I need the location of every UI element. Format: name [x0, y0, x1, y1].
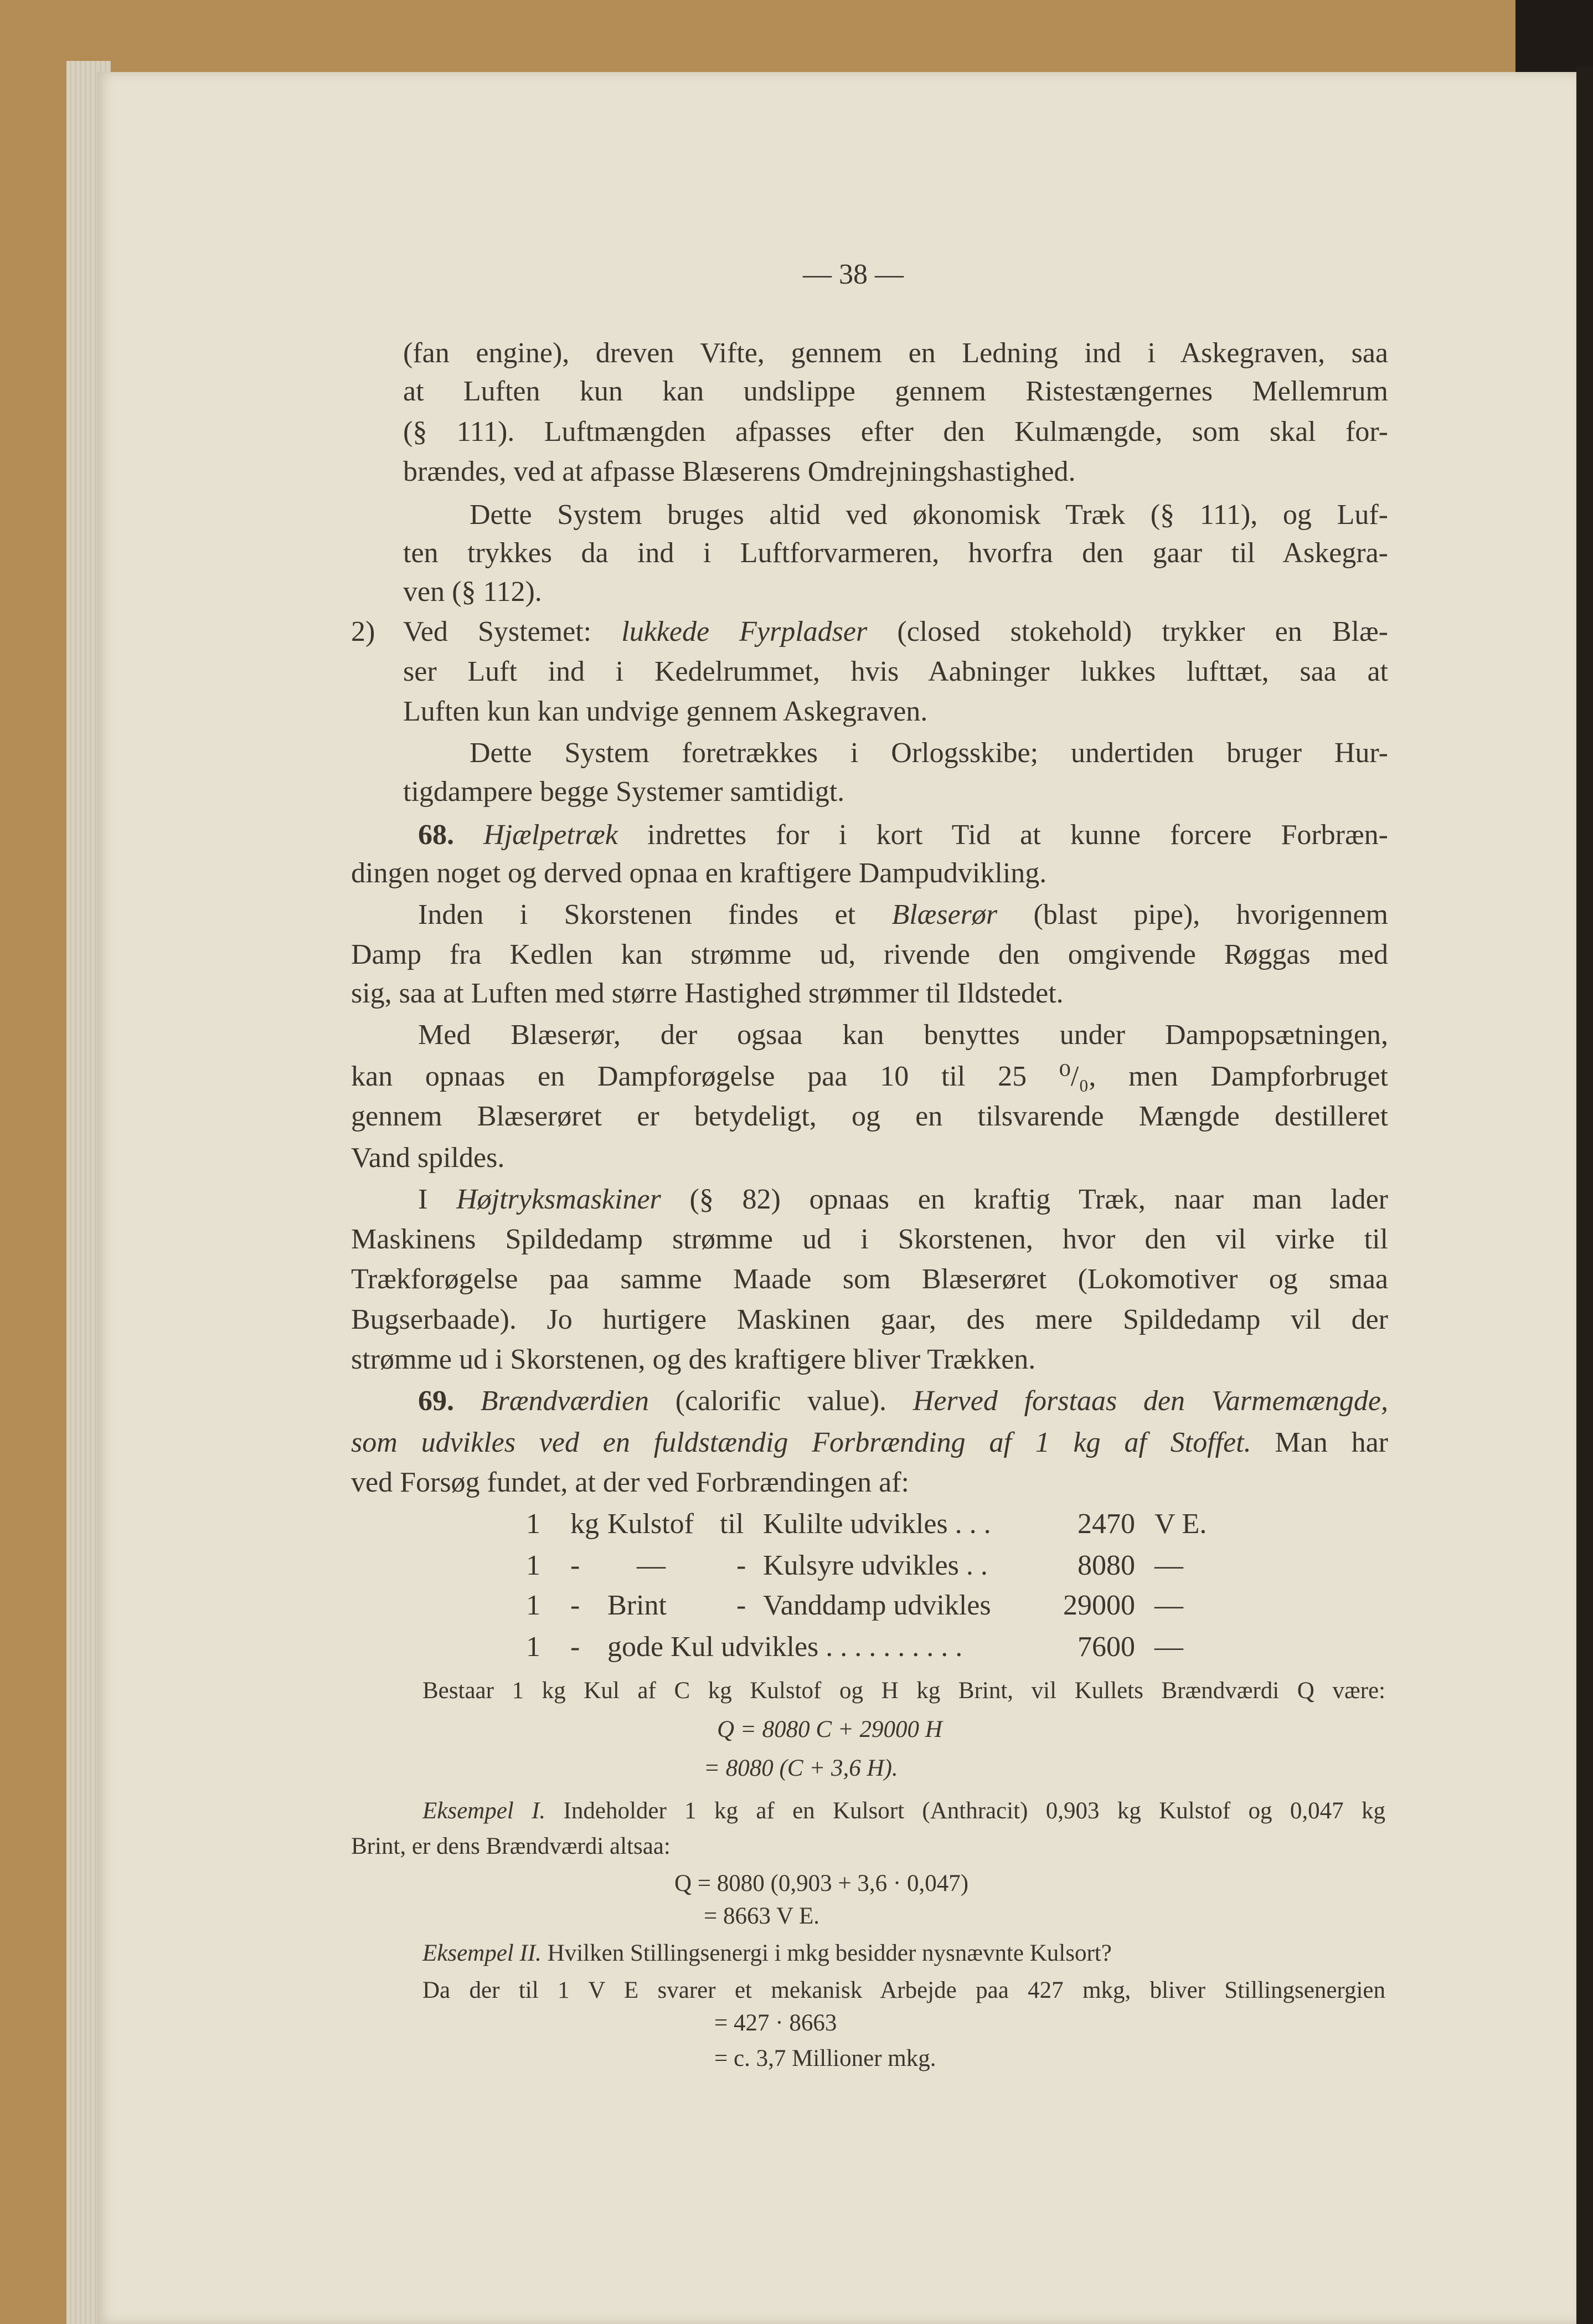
text-line: Brint, er dens Brændværdi altsaa: [351, 1833, 671, 1859]
text-line: Dette System bruges altid ved økonomisk Træk (§ 111), og Luf- [470, 499, 1388, 531]
substance: Brint [607, 1590, 667, 1621]
text-line: dingen noget og derved opnaa en kraftigere Dampudvikling. [351, 857, 1047, 889]
text-line: brændes, ved at afpasse Blæserens Omdrejningshastighed. [403, 456, 1076, 487]
value-unit: — [1154, 1550, 1183, 1581]
value: 29000 [1063, 1590, 1135, 1621]
qty: 1 [526, 1550, 540, 1581]
background-shadow [1515, 0, 1593, 78]
text: I [418, 1184, 457, 1215]
unit: kg [570, 1508, 599, 1540]
text-line: Vand spildes. [351, 1142, 505, 1174]
text-line: Luften kun kan undvige gennem Askegraven. [403, 696, 928, 727]
text-line: ved Forsøg fundet, at der ved Forbrændingen af: [351, 1467, 910, 1498]
text: (blast pipe), hvorigennem [997, 899, 1389, 930]
text-line: strømme ud i Skorstenen, og des kraftigere bliver Trækken. [351, 1344, 1036, 1375]
text-line: at Luften kun kan undslippe gennem Ristestængernes Mellemrum [403, 376, 1388, 407]
text: (calorific value). [649, 1385, 913, 1417]
definition: Herved forstaas den Varmemængde, [913, 1385, 1388, 1417]
emphasis: lukkede Fyrpladser [621, 616, 868, 647]
text: Inden i Skorstenen findes et [418, 899, 892, 930]
text: Ved Systemet: [403, 616, 622, 647]
unit: - [570, 1550, 580, 1581]
text-line: Bugserbaade). Jo hurtigere Maskinen gaar, des mere Spildedamp vil der [351, 1304, 1388, 1335]
text-line [351, 1422, 1388, 1463]
text-line: Maskinens Spildedamp strømme ud i Skorstenen, hvor den vil virke til [351, 1223, 1388, 1255]
page-number: — 38 — [803, 259, 904, 290]
text-line: (§ 111). Luftmængden afpasses efter den Kulmængde, som skal for- [403, 416, 1388, 448]
section-number: 68. [418, 819, 454, 851]
unit: - [570, 1631, 580, 1663]
text-line [418, 894, 1388, 935]
text-line: Damp fra Kedlen kan strømme ud, rivende den omgivende Røggas med [351, 939, 1388, 970]
term: Brændværdien [480, 1385, 649, 1417]
text: Hvilken Stillingsenergi i mkg besidder nysnævnte Kulsort? [541, 1940, 1112, 1966]
text-line: Med Blæserør, der ogsaa kan benyttes under Dampopsætningen, [418, 1019, 1388, 1051]
qty: 1 [526, 1508, 540, 1540]
text: Indeholder 1 kg af en Kulsort (Anthracit) 0,903 kg Kulstof og 0,047 kg [545, 1798, 1385, 1824]
example-1 [422, 1795, 1385, 1828]
value: 7600 [1078, 1631, 1135, 1663]
text-line: (fan engine), dreven Vifte, gennem en Ledning ind i Askegraven, saa [403, 337, 1388, 369]
formula-line: = 427 · 8663 [714, 2010, 837, 2036]
text-line: ser Luft ind i Kedelrummet, hvis Aabninger lukkes lufttæt, saa at [403, 656, 1388, 687]
text-line: Da der til 1 V E svarer et mekanisk Arbejde paa 427 mkg, bliver Stillingsenergien [422, 1977, 1385, 2003]
separator: - [736, 1590, 746, 1621]
section-68 [418, 815, 1388, 855]
formula-intro: Bestaar 1 kg Kul af C kg Kulstof og H kg Brint, vil Kullets Brændværdi Q være: [422, 1678, 1385, 1704]
formula-line: = c. 3,7 Millioner mkg. [714, 2045, 936, 2071]
substance: — [637, 1550, 666, 1581]
text-line: ven (§ 112). [403, 576, 542, 608]
section-number: 69. [418, 1385, 454, 1417]
text-line: gennem Blæserøret er betydeligt, og en tilsvarende Mængde destilleret [351, 1101, 1388, 1132]
term: Højtryksmaskiner [456, 1184, 661, 1215]
text-line: sig, saa at Luften med større Hastighed strømmer til Ildstedet. [351, 978, 1064, 1009]
substance: Kulstof [607, 1508, 694, 1540]
text-line: Trækforøgelse paa samme Maade som Blæserøret (Lokomotiver og smaa [351, 1263, 1388, 1295]
text: indrettes for i kort Tid at kunne forcere Forbræn- [617, 819, 1388, 851]
text-line [403, 611, 1388, 652]
formula-line: = 8663 V E. [704, 1903, 820, 1929]
value-unit: — [1154, 1631, 1183, 1663]
text-line [418, 1179, 1388, 1220]
text: (closed stokehold) trykker en Blæ- [867, 616, 1388, 647]
text: (§ 82) opnaas en kraftig Træk, naar man lader [661, 1184, 1389, 1215]
section-69 [418, 1381, 1388, 1421]
value: 2470 [1078, 1508, 1135, 1540]
text-line: Dette System foretrækkes i Orlogsskibe; undertiden bruger Hur- [470, 737, 1388, 769]
product: Vanddamp udvikles [763, 1590, 991, 1621]
text-line: tigdampere begge Systemer samtidigt. [403, 776, 845, 808]
value: 8080 [1078, 1550, 1135, 1581]
example-label: Eksempel I. [422, 1798, 546, 1824]
example-label: Eksempel II. [422, 1940, 542, 1966]
qty: 1 [526, 1590, 540, 1621]
qty: 1 [526, 1631, 540, 1663]
term: Hjælpetræk [483, 819, 618, 851]
term: Blæserør [891, 899, 998, 930]
unit: - [570, 1590, 580, 1621]
cover-edge [1576, 66, 1593, 2324]
product: Kulsyre udvikles . . [763, 1550, 988, 1581]
substance: gode Kul udvikles . . . . . . . . . . [607, 1631, 963, 1663]
separator: til [720, 1508, 744, 1540]
separator: - [736, 1550, 746, 1581]
formula-line: Q = 8080 C + 29000 H [717, 1716, 942, 1742]
definition: som udvikles ved en fuldstændig Forbrænding af 1 kg af Stoffet. [351, 1427, 1251, 1458]
text-line: ten trykkes da ind i Luftforvarmeren, hvorfra den gaar til Askegra- [403, 537, 1388, 569]
example-2 [422, 1937, 1385, 1970]
value-unit: V E. [1154, 1508, 1207, 1540]
text-line: kan opnaas en Dampforøgelse paa 10 til 25 ⁰/₀, men Dampforbruget [351, 1061, 1388, 1092]
formula-line: Q = 8080 (0,903 + 3,6 · 0,047) [674, 1870, 969, 1896]
value-unit: — [1154, 1590, 1183, 1621]
formula-line: = 8080 (C + 3,6 H). [704, 1755, 898, 1781]
product: Kulilte udvikles . . . [763, 1508, 991, 1540]
text: Man har [1251, 1427, 1388, 1458]
list-number: 2) [351, 616, 375, 647]
